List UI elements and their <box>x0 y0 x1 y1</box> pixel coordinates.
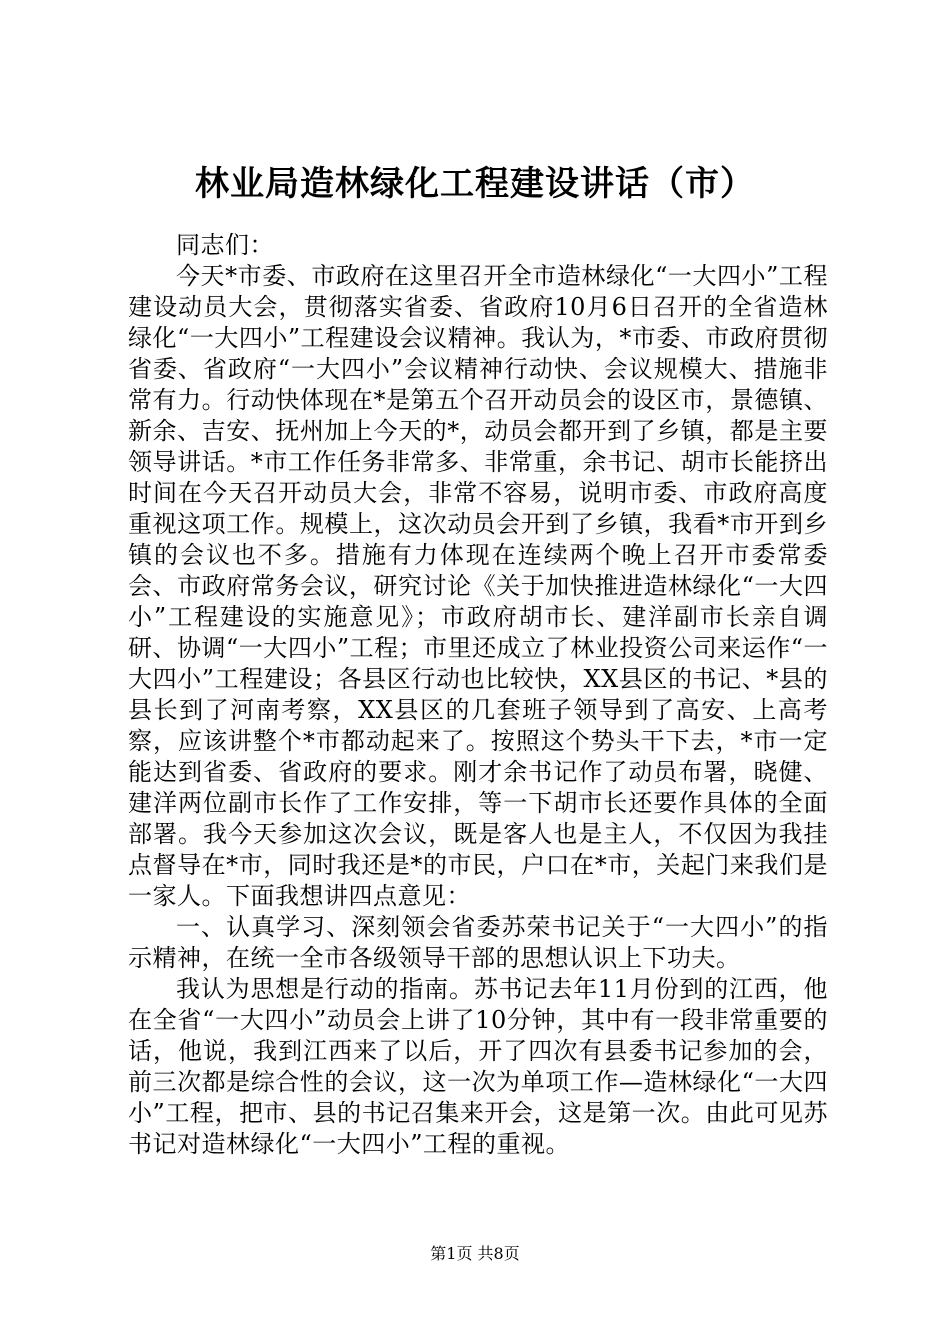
body-paragraph: 今天*市委、市政府在这里召开全市造林绿化“一大四小”工程建设动员大会，贯彻落实省委、省政府10月6日召开的全省造林绿化“一大四小”工程建设会议精神。我认为，*市委、市政府贯彻省委、省政府“一大四小”会议精神行动快、会议规模大、措施非常有力。行动快体现在*是第五个召开动员会的设区市，景德镇、新余、吉安、抚州加上今天的*，动员会都开到了乡镇，都是主要领导讲话。*市工作任务非常多、非常重，余书记、胡市长能挤出时间在今天召开动员大会，非常不容易，说明市委、市政府高度重视这项工作。规模上，这次动员会开到了乡镇，我看*市开到乡镇的会议也不多。措施有力体现在连续两个晚上召开市委常委会、市政府常务会议，研究讨论《关于加快推进造林绿化“一大四小”工程建设的实施意见》；市政府胡市长、建洋副市长亲自调研、协调“一大四小”工程；市里还成立了林业投资公司来运作“一大四小”工程建设；各县区行动也比较快，XX县区的书记、*县的县长到了河南考察，XX县区的几套班子领导到了高安、上高考察，应该讲整个*市都动起来了。按照这个势头干下去，*市一定能达到省委、省政府的要求。刚才余书记作了动员布署，晓健、建洋两位副市长作了工作安排，等一下胡市长还要作具体的全面部署。我今天参加这次会议，既是客人也是主人，不仅因为我挂点督导在*市，同时我还是*的市民，户口在*市，关起门来我们是一家人。下面我想讲四点意见： <box>128 262 828 910</box>
document-title: 林业局造林绿化工程建设讲话（市） <box>195 164 755 204</box>
section-heading-paragraph: 一、认真学习、深刻领会省委苏荣书记关于“一大四小”的指示精神，在统一全市各级领导干部的思想认识上下功夫。 <box>128 913 828 972</box>
salutation-paragraph: 同志们： <box>176 231 274 259</box>
page-number-footer: 第1页 共8页 <box>430 1244 520 1263</box>
body-paragraph: 我认为思想是行动的指南。苏书记去年11月份到的江西，他在全省“一大四小”动员会上讲了10分钟，其中有一段非常重要的话，他说，我到江西来了以后，开了四次有县委书记参加的会，前三次都是综合性的会议，这一次为单项工作—造林绿化“一大四小”工程，把市、县的书记召集来开会，这是第一次。由此可见苏书记对造林绿化“一大四小”工程的重视。 <box>128 975 828 1158</box>
document-body <box>128 230 828 1160</box>
